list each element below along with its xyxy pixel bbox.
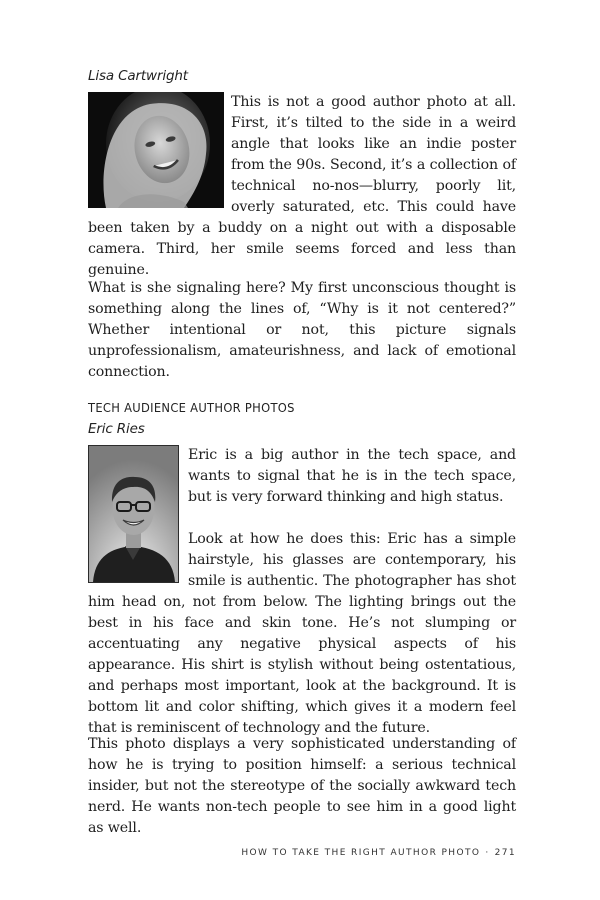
portrait-eric-graphic (89, 446, 178, 582)
paragraph-lisa-signal: What is she signaling here? My first unconscious thought is something along the lines of, “Why is it not centered?” Whether intentional or not, this picture signals unprofessionalism, amateurishness, and lack of emotional connection. (88, 280, 516, 380)
paragraph-eric-analysis: Look at how he does this: Eric has a simple hairstyle, his glasses are contemporary, his smile is authentic. The photographer has shot him head on, not from below. The lighting brings out the best in his face and skin tone. He’s not slumping or accentuating any negative physical aspects of his appearance. His shirt is stylish without being ostentatious, and perhaps most important, look at the background. It is bottom lit and color shifting, which gives it a modern feel that is reminiscent of technology and the future. (88, 531, 516, 736)
page-footer (241, 843, 516, 864)
portrait-lisa-graphic (88, 92, 224, 208)
eric-summary-section (88, 734, 516, 839)
page-number: 271 (494, 848, 516, 858)
lisa-signal-section (88, 278, 516, 383)
paragraph-eric-intro: Eric is a big author in the tech space, and wants to signal that he is in the tech space, but is very forward thinking and high status. (188, 447, 516, 505)
paragraph-lisa-critique: This is not a good author photo at all. First, it’s tilted to the side in a weird angle that looks like an indie poster from the 90s. Second, it’s a collection of technical no-nos—blurry, poorly lit, overly saturated, etc. This could have been taken by a buddy on a night out with a disposable camera. Third, her smile seems forced and less than genuine. (88, 94, 516, 278)
author-photo-lisa (88, 92, 224, 208)
paragraph-eric-summary: This photo displays a very sophisticated understanding of how he is trying to position himself: a serious technical insider, but not the stereotype of the socially awkward tech nerd. He wants non-tech people to see him in a good light as well. (88, 736, 516, 836)
author-photo-eric (88, 445, 179, 583)
photo-caption-lisa: Lisa Cartwright (88, 68, 188, 84)
eric-section (88, 445, 516, 739)
lisa-section (88, 92, 516, 281)
running-head: HOW TO TAKE THE RIGHT AUTHOR PHOTO (241, 848, 481, 858)
photo-caption-eric: Eric Ries (88, 421, 145, 437)
book-page (88, 0, 516, 900)
footer-separator: · (485, 848, 490, 858)
section-heading-tech: TECH AUDIENCE AUTHOR PHOTOS (88, 400, 295, 416)
